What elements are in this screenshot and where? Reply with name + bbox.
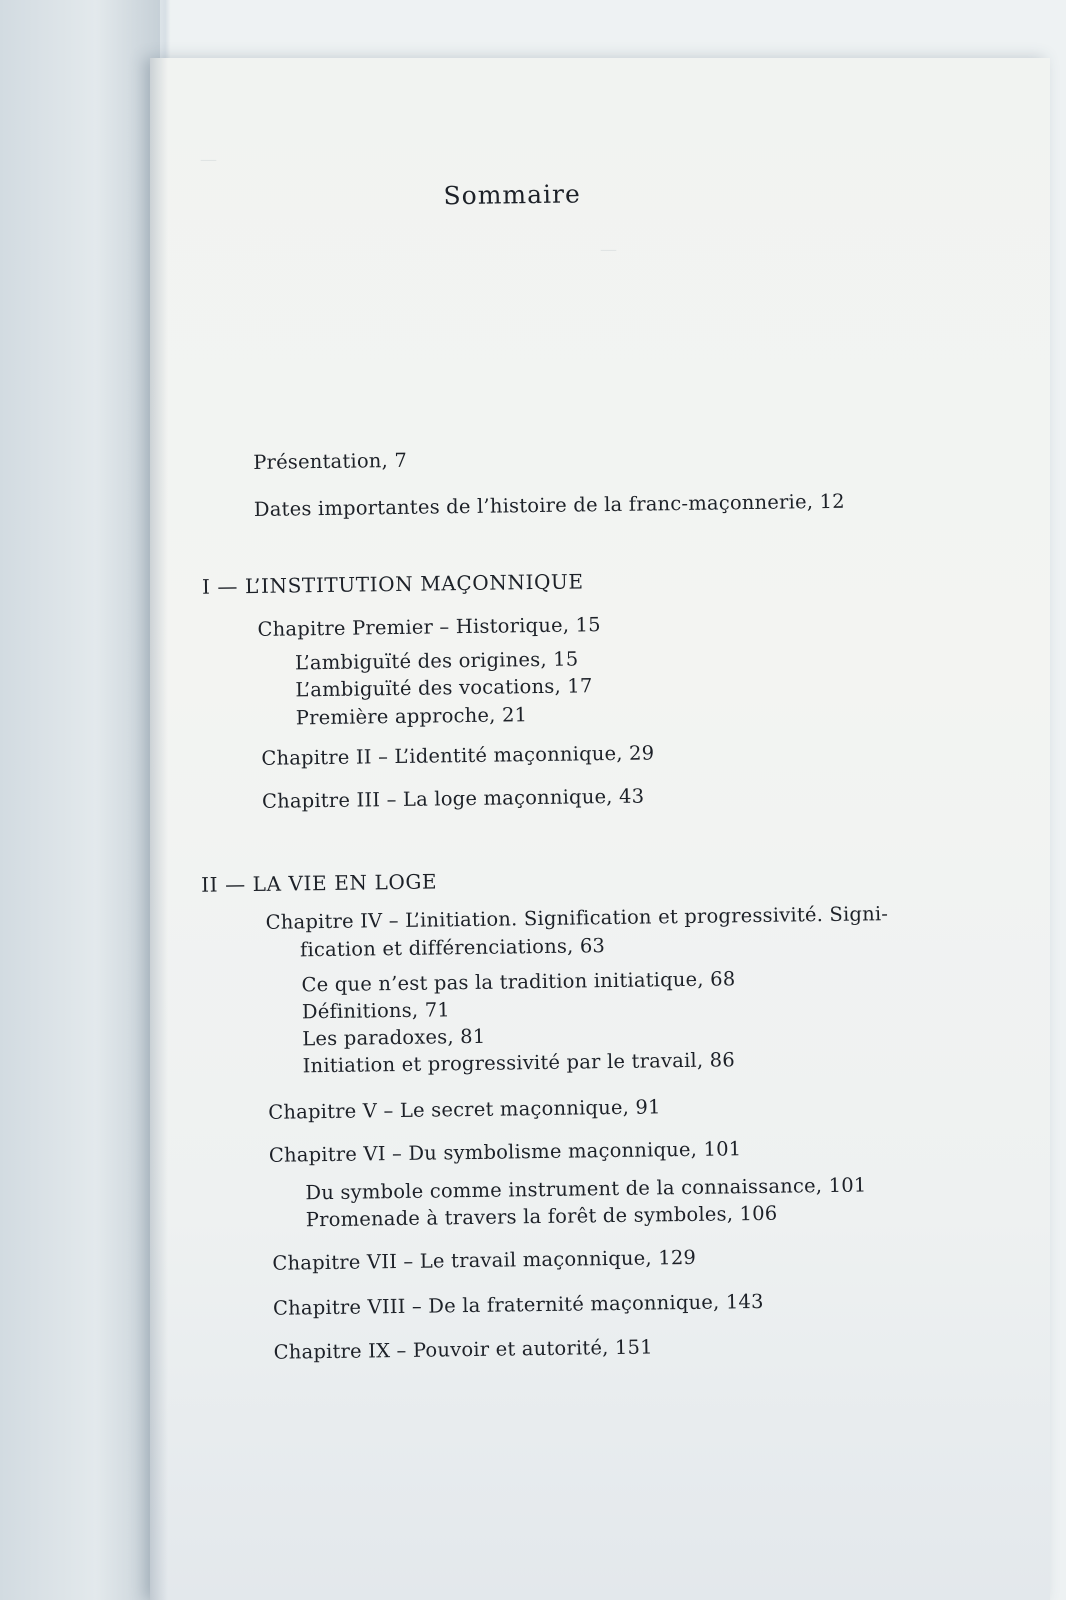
section-entry: Ce que n’est pas la tradition initiatique, 68 — [301, 967, 736, 997]
chapter-entry: Chapitre Premier – Historique, 15 — [257, 613, 601, 641]
chapter-entry: Chapitre VI – Du symbolisme maçonnique, 101 — [268, 1137, 742, 1167]
show-through-text: — — [600, 240, 617, 260]
toc-entry-presentation: Présentation, 7 — [253, 448, 408, 474]
section-entry: Première approche, 21 — [295, 703, 528, 730]
chapter-entry: Chapitre VIII – De la fraternité maçonnique, 143 — [272, 1289, 764, 1320]
show-through-text: — — [200, 150, 217, 170]
chapter-entry: Chapitre VII – Le travail maçonnique, 129 — [272, 1245, 697, 1275]
chapter-entry: Chapitre IX – Pouvoir et autorité, 151 — [273, 1335, 653, 1364]
chapter-entry: Chapitre V – Le secret maçonnique, 91 — [268, 1095, 661, 1124]
chapter-entry: Chapitre II – L’identité maçonnique, 29 — [261, 741, 655, 770]
section-entry: Initiation et progressivité par le travail, 86 — [302, 1048, 736, 1078]
chapter-entry-continuation: fication et différenciations, 63 — [299, 934, 606, 962]
section-entry: Les paradoxes, 81 — [302, 1024, 486, 1051]
section-entry: Définitions, 71 — [301, 998, 451, 1024]
toc-entry-dates: Dates importantes de l’histoire de la franc-maçonnerie, 12 — [253, 489, 845, 521]
chapter-entry: Chapitre III – La loge maçonnique, 43 — [261, 784, 645, 813]
part-heading: II — LA VIE EN LOGE — [200, 869, 438, 897]
section-entry: Promenade à travers la forêt de symboles, 106 — [305, 1201, 778, 1232]
chapter-entry: Chapitre IV – L’initiation. Signification et progressivité. Signi- — [265, 902, 889, 934]
section-entry: Du symbole comme instrument de la connaissance, 101 — [305, 1173, 867, 1205]
section-entry: L’ambiguïté des vocations, 17 — [295, 674, 593, 702]
section-entry: L’ambiguïté des origines, 15 — [294, 647, 579, 675]
part-heading: I — L’INSTITUTION MAÇONNIQUE — [201, 569, 584, 599]
page-title: Sommaire — [443, 179, 581, 211]
